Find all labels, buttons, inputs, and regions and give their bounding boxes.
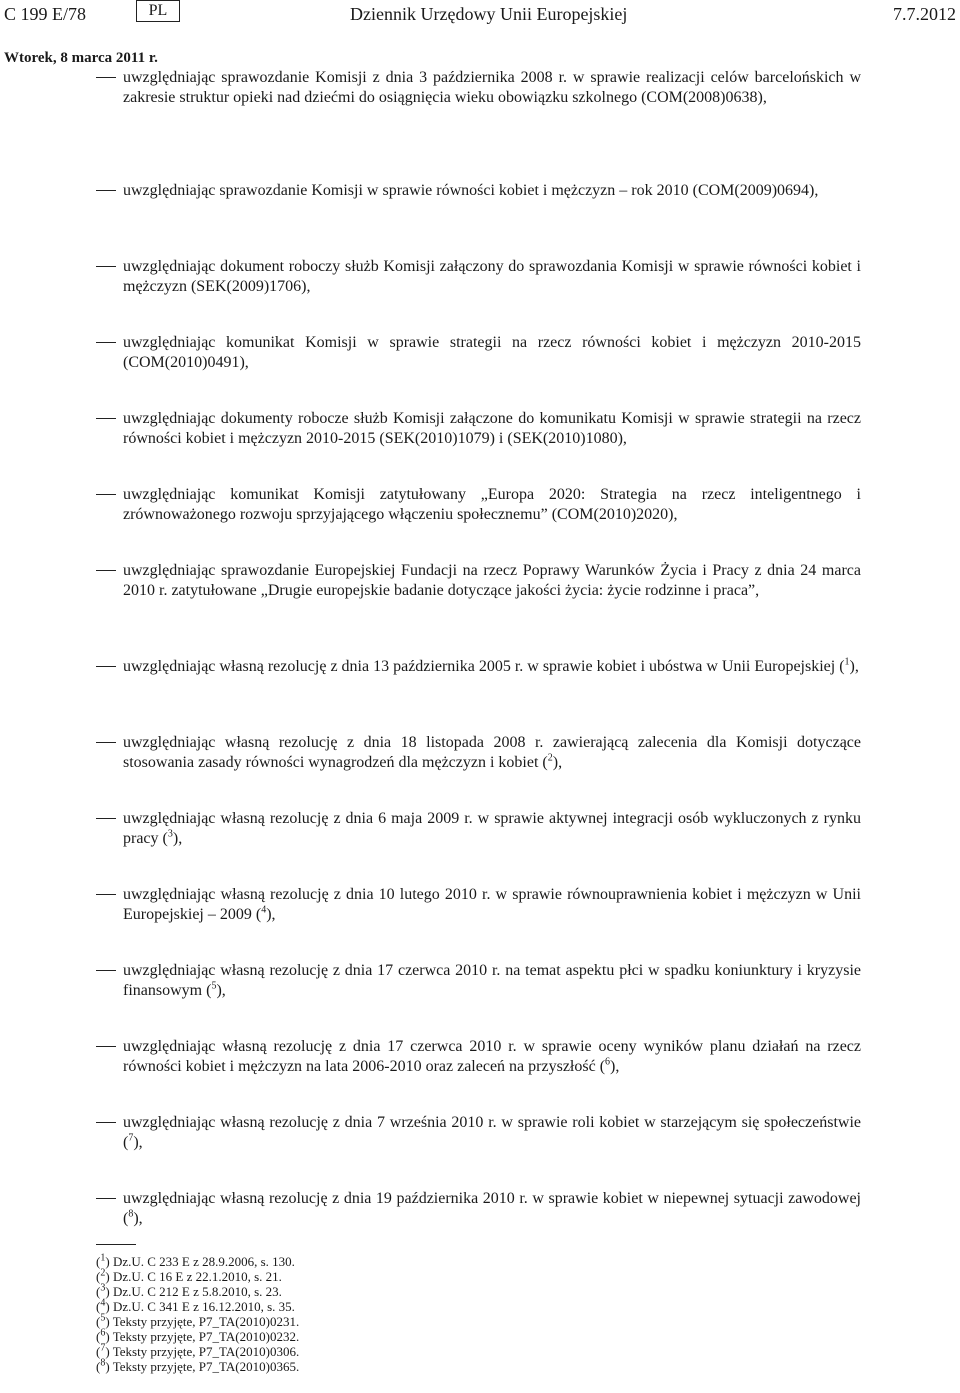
publication-date: 7.7.2012: [893, 4, 956, 24]
citation-text: uwzględniając własną rezolucję z dnia 18 listopada 2008 r. zawierającą zalecenia dla Komisji dotyczące stosowania zasady równości wynagrodzeń dla mężczyzn i kobiet ($^2$),: [123, 734, 861, 771]
footnote-separator: [96, 1244, 136, 1245]
journal-title: Dziennik Urzędowy Unii Europejskiej: [350, 4, 628, 24]
dash-marker: [96, 666, 116, 667]
dash-marker: [96, 1122, 116, 1123]
footnote: ($^8$) Teksty przyjęte, P7_TA(2010)0365.: [96, 1357, 300, 1374]
dash-marker: [96, 494, 116, 495]
citation-text: uwzględniając dokumenty robocze służb Komisji załączone do komunikatu Komisji w sprawie strategii na rzecz równości kobiet i mężczyzn 2010-2015 (SEK(2010)1079) i (SEK(2010)1080),: [123, 410, 861, 447]
dash-marker: [96, 1046, 116, 1047]
dash-marker: [96, 418, 116, 419]
footnote: ($^3$) Dz.U. C 212 E z 5.8.2010, s. 23.: [96, 1282, 282, 1299]
footnote-reference[interactable]: 8: [128, 1208, 134, 1220]
dash-marker: [96, 77, 116, 78]
footnotes: [96, 1254, 299, 1374]
dash-marker: [96, 894, 116, 895]
dash-marker: [96, 970, 116, 971]
footnote-reference[interactable]: 7: [128, 1132, 134, 1144]
footnote: ($^4$) Dz.U. C 341 E z 16.12.2010, s. 35.: [96, 1297, 295, 1314]
footnote-reference[interactable]: 1: [844, 656, 850, 668]
citation-text: uwzględniając sprawozdanie Komisji w sprawie równości kobiet i mężczyzn – rok 2010 (COM(2009)0694),: [123, 182, 819, 199]
footnote: ($^5$) Teksty przyjęte, P7_TA(2010)0231.: [96, 1312, 300, 1329]
language-badge: PL: [136, 0, 180, 22]
dash-marker: [96, 742, 116, 743]
citation-text: uwzględniając własną rezolucję z dnia 10 lutego 2010 r. w sprawie równouprawnienia kobiet i mężczyzn w Unii Europejskiej – 2009 ($^4$),: [123, 886, 861, 923]
dash-marker: [96, 190, 116, 191]
journal-issue-code: C 199 E/78: [4, 4, 87, 24]
dash-marker: [96, 1198, 116, 1199]
citation-text: uwzględniając własną rezolucję z dnia 19 października 2010 r. w sprawie kobiet w niepewnej sytuacji zawodowej ($^8$),: [123, 1190, 861, 1227]
footnote-reference[interactable]: 4: [261, 904, 267, 916]
citation-text: uwzględniając dokument roboczy służb Komisji załączony do sprawozdania Komisji w sprawie równości kobiet i mężczyzn (SEK(2009)1706),: [123, 258, 861, 295]
footnote: ($^1$) Dz.U. C 233 E z 28.9.2006, s. 130.: [96, 1252, 295, 1269]
dash-marker: [96, 570, 116, 571]
citation-text: uwzględniając komunikat Komisji w sprawie strategii na rzecz równości kobiet i mężczyzn 2010-2015 (COM(2010)0491),: [123, 334, 861, 371]
footnote: ($^2$) Dz.U. C 16 E z 22.1.2010, s. 21.: [96, 1267, 282, 1284]
citation-text: uwzględniając własną rezolucję z dnia 13 października 2005 r. w sprawie kobiet i ubóstwa w Unii Europejskiej ($^1$),: [123, 656, 859, 675]
citation-text: uwzględniając sprawozdanie Komisji z dnia 3 października 2008 r. w sprawie realizacji celów barcelońskich w zakresie struktur opieki nad dziećmi do osiągnięcia wieku obowiązku szkolnego (COM(2008)0638),: [123, 69, 861, 106]
footnote: ($^6$) Teksty przyjęte, P7_TA(2010)0232.: [96, 1327, 300, 1344]
citation-text: uwzględniając własną rezolucję z dnia 6 maja 2009 r. w sprawie aktywnej integracji osób wykluczonych z rynku pracy ($^3$),: [123, 810, 861, 847]
session-date: Wtorek, 8 marca 2011 r.: [4, 50, 158, 66]
dash-marker: [96, 266, 116, 267]
citation-text: uwzględniając sprawozdanie Europejskiej Fundacji na rzecz Poprawy Warunków Życia i Pracy z dnia 24 marca 2010 r. zatytułowane „Drugie europejskie badanie dotyczące jakości życia: życie rodzinne i praca”,: [123, 562, 861, 599]
footnote-reference[interactable]: 2: [547, 752, 553, 764]
citation-text: uwzględniając własną rezolucję z dnia 17 czerwca 2010 r. w sprawie oceny wyników planu działań na rzecz równości kobiet i mężczyzn na lata 2006-2010 oraz zaleceń na przyszłość ($^6$),: [123, 1038, 861, 1075]
citation-text: uwzględniając własną rezolucję z dnia 17 czerwca 2010 r. na temat aspektu płci w spadku koniunktury i kryzysie finansowym ($^5$),: [123, 962, 861, 999]
citation-text: uwzględniając własną rezolucję z dnia 7 września 2010 r. w sprawie roli kobiet w starzejącym się społeczeństwie ($^7$),: [123, 1114, 861, 1151]
footnote-reference[interactable]: 6: [605, 1056, 611, 1068]
dash-marker: [96, 818, 116, 819]
footnote-reference[interactable]: 5: [211, 980, 217, 992]
footnote-reference[interactable]: 3: [167, 828, 173, 840]
footnote: ($^7$) Teksty przyjęte, P7_TA(2010)0306.: [96, 1342, 300, 1359]
page-header: [0, 0, 960, 28]
dash-marker: [96, 342, 116, 343]
citation-text: uwzględniając komunikat Komisji zatytułowany „Europa 2020: Strategia na rzecz inteligentnego i zrównoważonego rozwoju sprzyjającego włączeniu społecznemu” (COM(2010)2020),: [123, 486, 861, 523]
